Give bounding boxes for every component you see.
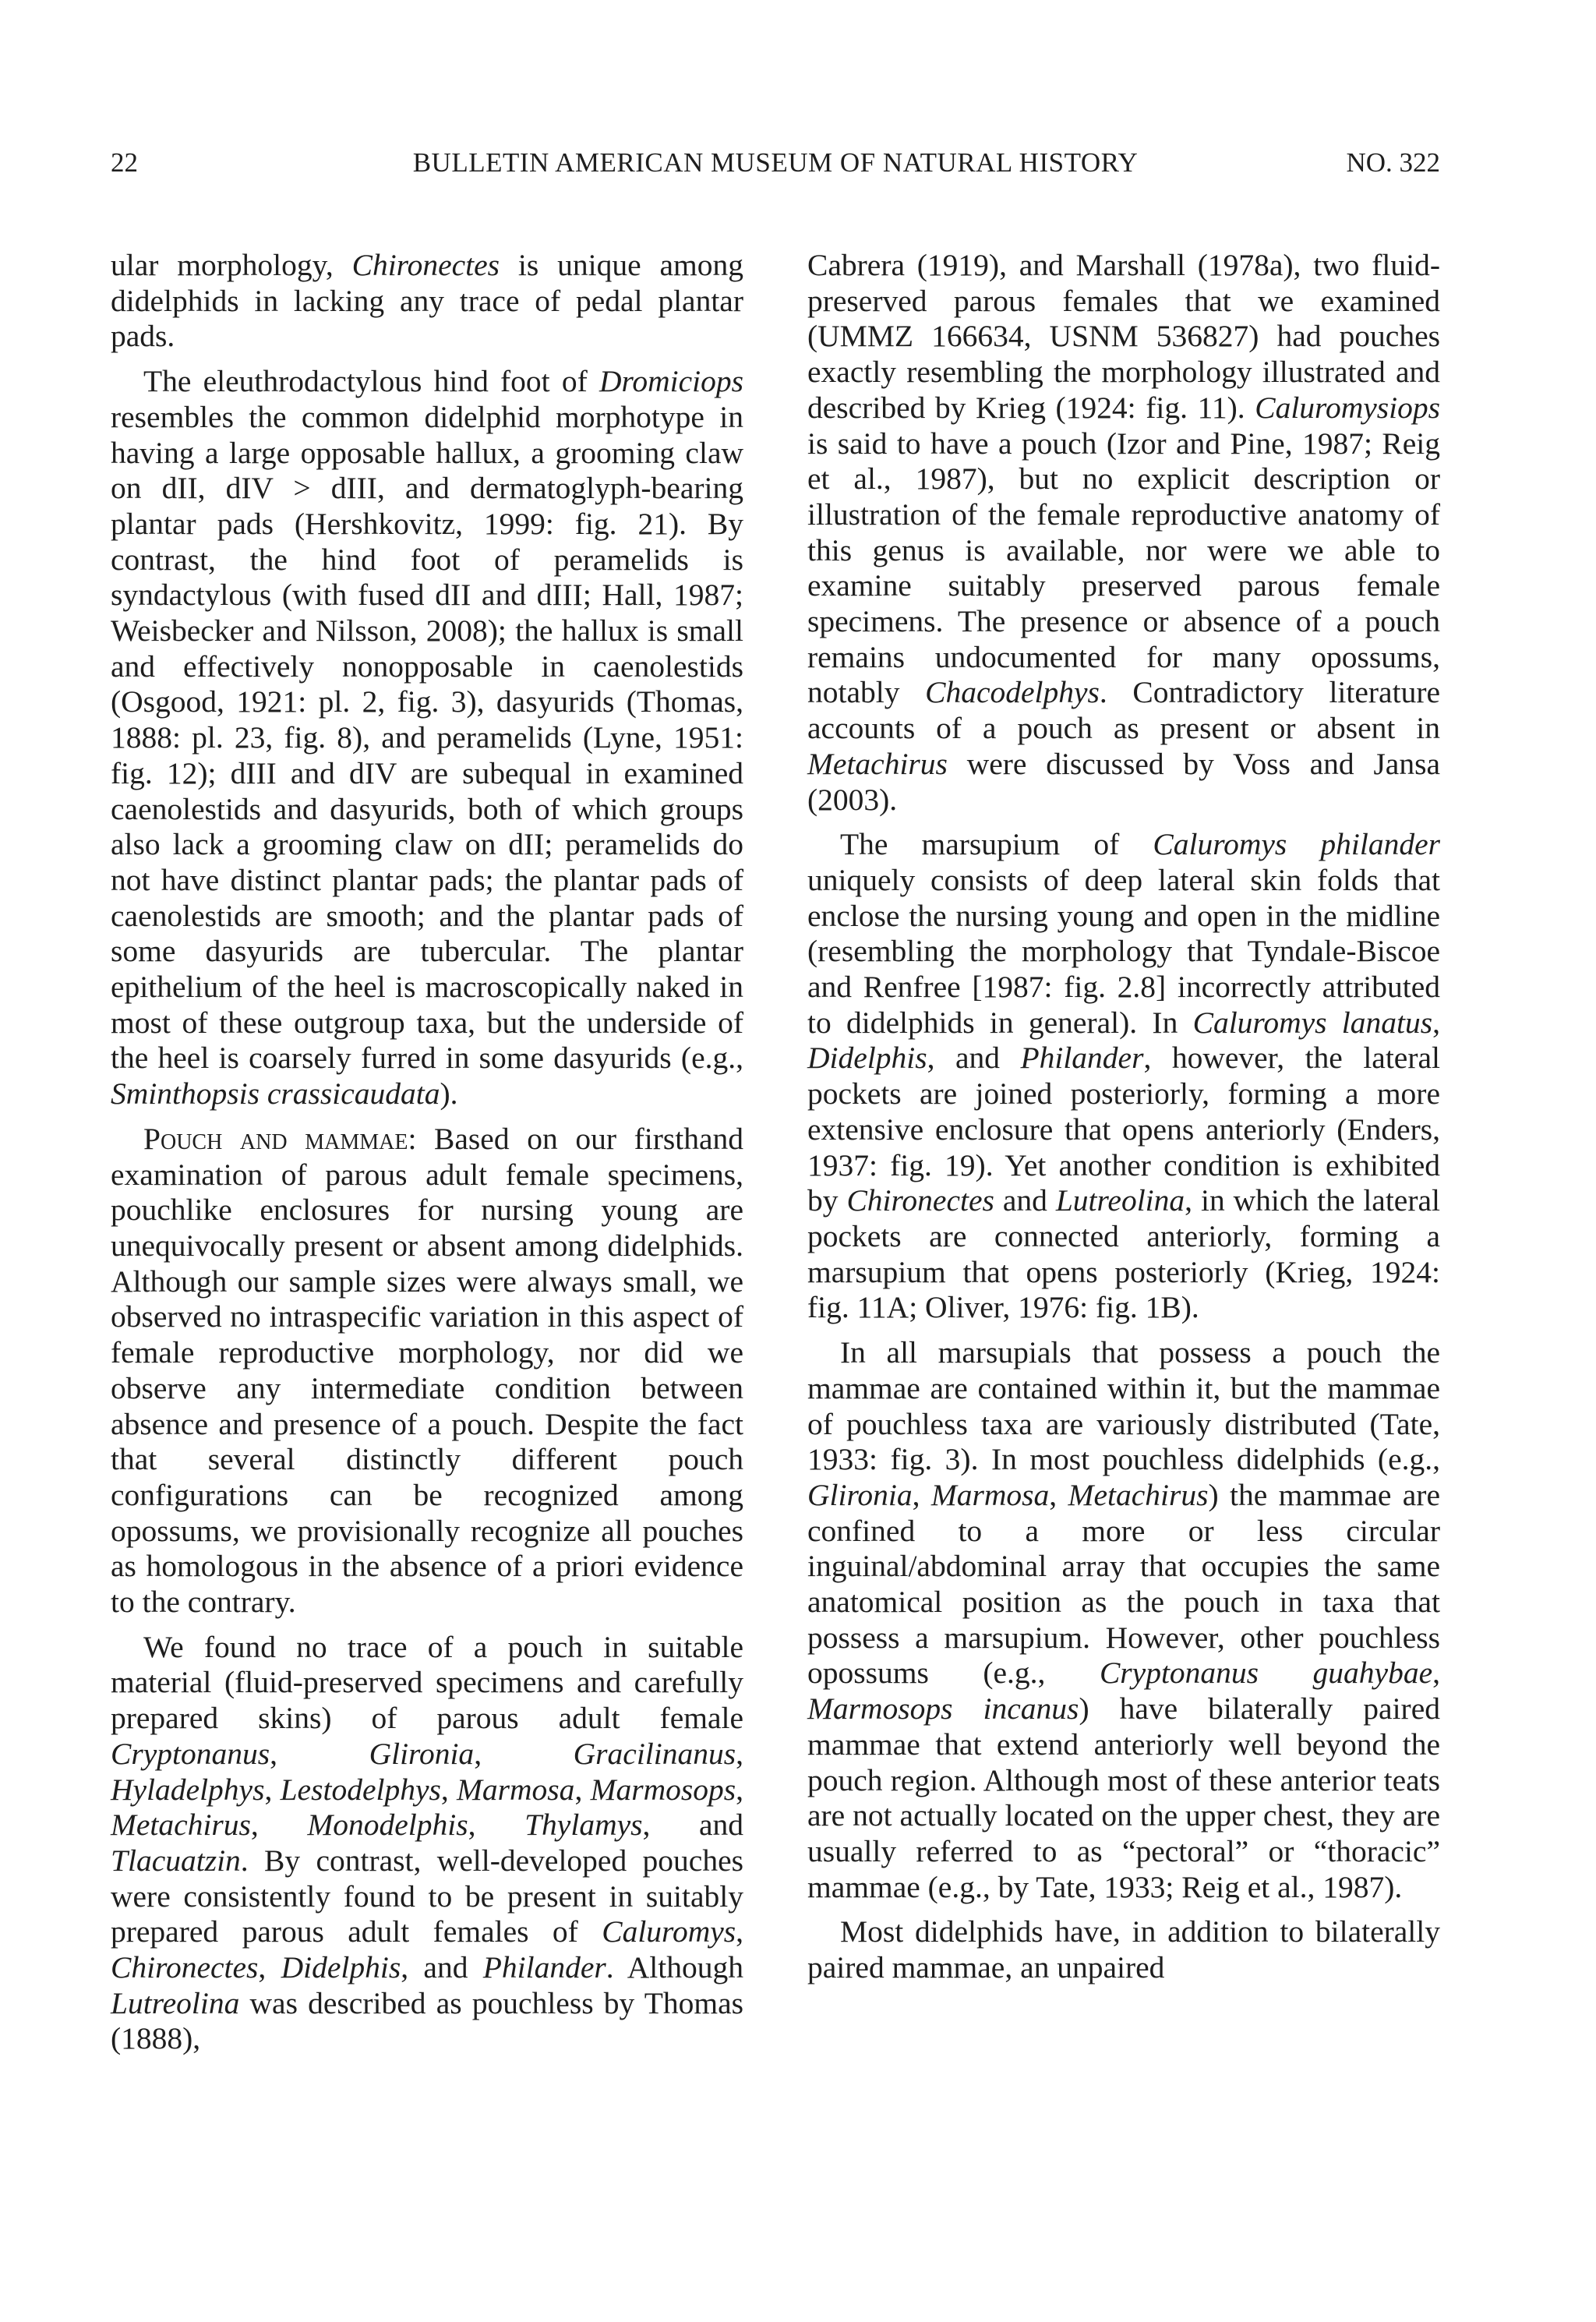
text-run: , xyxy=(736,1914,743,1949)
italic-term: Thylamys xyxy=(524,1808,643,1843)
italic-term: Lestodelphys xyxy=(280,1772,441,1807)
italic-term: Philander xyxy=(1020,1041,1144,1076)
italic-term: Lutreolina xyxy=(111,1985,240,2020)
right-column-paragraph-0 xyxy=(807,248,1440,818)
italic-term: Glironia xyxy=(369,1736,475,1771)
text-run: , xyxy=(574,1772,591,1807)
italic-term: Tlacuatzin xyxy=(111,1843,241,1878)
text-run: uniquely consists of deep lateral skin folds that enclose the nursing young and open in the midline (resembling the morphology that Tyndale-Biscoe and Renfree [1987: fig. 2.8] incorrectly attributed to didelphids in general). In xyxy=(807,862,1440,1040)
italic-term: Marmosops incanus xyxy=(807,1691,1079,1726)
text-run: , and xyxy=(927,1041,1021,1076)
text-run: is unique among didelphids in lacking any trace of pedal plantar pads. xyxy=(111,248,744,354)
italic-term: Chironectes xyxy=(351,248,500,282)
italic-term: Metachirus xyxy=(807,746,948,781)
text-run: , xyxy=(1049,1477,1068,1512)
right-column-paragraph-3 xyxy=(807,1914,1440,1985)
italic-term: Marmosa xyxy=(930,1477,1050,1512)
italic-term: Didelphis xyxy=(281,1950,401,1985)
italic-term: Caluromys philander xyxy=(1153,827,1440,862)
text-run: , xyxy=(736,1772,743,1807)
italic-term: Cryptonanus guahybae xyxy=(1099,1656,1433,1691)
issue-number: NO. 322 xyxy=(1346,147,1440,178)
text-run: ular morphology, xyxy=(111,248,352,282)
italic-term: Caluromysiops xyxy=(1255,390,1440,425)
left-column-paragraph-3 xyxy=(111,1630,743,2057)
italic-term: Caluromys lanatus xyxy=(1192,1005,1433,1040)
text-run: The marsupium of xyxy=(840,827,1153,862)
text-run: and xyxy=(994,1183,1056,1218)
text-run: was described as pouchless by Thomas (1888), xyxy=(111,1985,743,2056)
text-run: , xyxy=(270,1736,369,1771)
italic-term: Dromiciops xyxy=(598,364,743,399)
text-run: , xyxy=(736,1736,744,1771)
italic-term: Sminthopsis crassicaudata xyxy=(111,1076,440,1112)
right-column xyxy=(807,248,1440,1995)
italic-term: Metachirus xyxy=(111,1808,251,1843)
italic-term: Chironectes xyxy=(846,1183,994,1218)
italic-term: Monodelphis xyxy=(307,1808,468,1843)
left-column-paragraph-1 xyxy=(111,364,743,1112)
italic-term: Cryptonanus xyxy=(111,1736,270,1771)
italic-term: Chironectes xyxy=(111,1950,259,1985)
left-column-paragraph-2 xyxy=(111,1122,743,1620)
left-column-paragraph-0 xyxy=(111,248,743,355)
text-run: , in which the lateral pockets are connected anteriorly, forming a marsupium that opens posteriorly (Krieg, 1924: fig. 11A; Oliver, 1976: fig. 1B). xyxy=(807,1183,1441,1325)
text-run: , xyxy=(1432,1656,1440,1691)
text-run: , xyxy=(1432,1005,1440,1040)
section-heading: Pouch and mammae xyxy=(143,1121,408,1156)
text-run: , and xyxy=(642,1808,743,1843)
text-run: Most didelphids have, in addition to bilaterally paired mammae, an unpaired xyxy=(807,1914,1440,1985)
text-run: , xyxy=(912,1477,931,1512)
italic-term: Gracilinanus xyxy=(573,1736,736,1771)
text-run: , xyxy=(468,1808,525,1843)
text-run: The eleuthrodactylous hind foot of xyxy=(143,364,599,399)
italic-term: Philander xyxy=(482,1950,606,1985)
text-run: . By contrast, well-developed pouches were consistently found to be present in suitably prepared parous adult females of xyxy=(111,1843,743,1949)
text-run: In all marsupials that possess a pouch the mammae are contained within it, but the mammae of pouchless taxa are variously distributed (Tate, 1933: fig. 3). In most pouchless didelphids (e.g., xyxy=(807,1335,1440,1477)
italic-term: Chacodelphys xyxy=(925,675,1100,710)
text-run: is said to have a pouch (Izor and Pine, 1987; Reig et al., 1987), but no explicit description or illustration of the female reproductive anatomy of this genus is available, nor were we able to examine suitably preserved parous female specimens. The presence or absence of a pouch remains undocumented for many opossums, notably xyxy=(807,426,1440,710)
text-run: ). xyxy=(440,1076,458,1112)
left-column xyxy=(111,248,743,2066)
text-run: resembles the common didelphid morphotype in having a large opposable hallux, a grooming claw on dII, dIV > dIII, and dermatoglyph-bearing plantar pads (Hershkovitz, 1999: fig. 21). By contrast, the hind foot of peramelids is syndactylous (with fused dII and dIII; Hall, 1987; Weisbecker and Nilsson, 2008); the hallux is small and effectively nonopposable in caenolestids (Osgood, 1921: pl. 2, fig. 3), dasyurids (Thomas, 1888: pl. 23, fig. 8), and peramelids (Lyne, 1951: fig. 12); dIII and dIV are subequal in examined caenolestids and dasyurids, both of which groups also lack a grooming claw on dII; peramelids do not have distinct plantar pads; the plantar pads of caenolestids are smooth; and the plantar pads of some dasyurids are tubercular. The plantar epithelium of the heel is macroscopically naked in most of these outgroup taxa, but the underside of the heel is coarsely furred in some dasyurids (e.g., xyxy=(111,399,743,1076)
page-number: 22 xyxy=(111,147,138,178)
text-run: , xyxy=(258,1950,281,1985)
italic-term: Marmosa xyxy=(457,1772,575,1807)
journal-title: BULLETIN AMERICAN MUSEUM OF NATURAL HISTORY xyxy=(412,147,1139,178)
text-run: , xyxy=(474,1736,574,1771)
right-column-paragraph-2 xyxy=(807,1335,1440,1905)
text-run: . Although xyxy=(606,1950,744,1985)
text-run: , xyxy=(440,1772,457,1807)
right-column-paragraph-1 xyxy=(807,827,1440,1326)
text-run: We found no trace of a pouch in suitable material (fluid-preserved specimens and carefully prepared skins) of parous adult female xyxy=(111,1629,743,1736)
running-head xyxy=(111,143,1440,182)
text-run: were discussed by Voss and Jansa (2003). xyxy=(807,746,1440,817)
italic-term: Glironia xyxy=(807,1477,913,1512)
text-run: , xyxy=(264,1772,281,1807)
italic-term: Marmosops xyxy=(590,1772,736,1807)
text-run: Cabrera (1919), and Marshall (1978a), two fluid-preserved parous females that we examined (UMMZ 166634, USNM 536827) had pouches exactly resembling the morphology illustrated and described by Krieg (1924: fig. 11). xyxy=(807,248,1440,425)
text-run: . Contradictory literature accounts of a pouch as present or absent in xyxy=(807,675,1440,746)
text-run: , and xyxy=(401,1950,483,1985)
italic-term: Hyladelphys xyxy=(111,1772,265,1807)
text-run: , xyxy=(250,1808,308,1843)
text-run: ) have bilaterally paired mammae that extend anteriorly well beyond the pouch region. Although most of these anterior teats are not actually located on the upper chest, they are usually referred to as “pectoral” or “thoracic” mammae (e.g., by Tate, 1933; Reig et al., 1987). xyxy=(807,1691,1440,1904)
text-run: ) the mammae are confined to a more or less circular inguinal/abdominal array that occupies the same anatomical position as the pouch in taxa that possess a marsupium. However, other pouchless opossums (e.g., xyxy=(807,1477,1440,1691)
italic-term: Didelphis xyxy=(807,1041,927,1076)
text-run: : Based on our firsthand examination of parous adult female specimens, pouchlike enclosures for nursing young are unequivocally present or absent among didelphids. Although our sample sizes were always small, we observed no intraspecific variation in this aspect of female reproductive morphology, nor did we observe any intermediate condition between absence and presence of a pouch. Despite the fact that several distinctly different pouch configurations can be recognized among opossums, we provisionally recognize all pouches as homologous in the absence of a priori evidence to the contrary. xyxy=(111,1121,744,1620)
italic-term: Metachirus xyxy=(1068,1477,1209,1512)
text-run: , however, the lateral pockets are joined posteriorly, forming a more extensive enclosure that opens anteriorly (Enders, 1937: fig. 19). Yet another condition is exhibited by xyxy=(807,1041,1440,1218)
italic-term: Caluromys xyxy=(602,1914,736,1949)
italic-term: Lutreolina xyxy=(1055,1183,1185,1218)
